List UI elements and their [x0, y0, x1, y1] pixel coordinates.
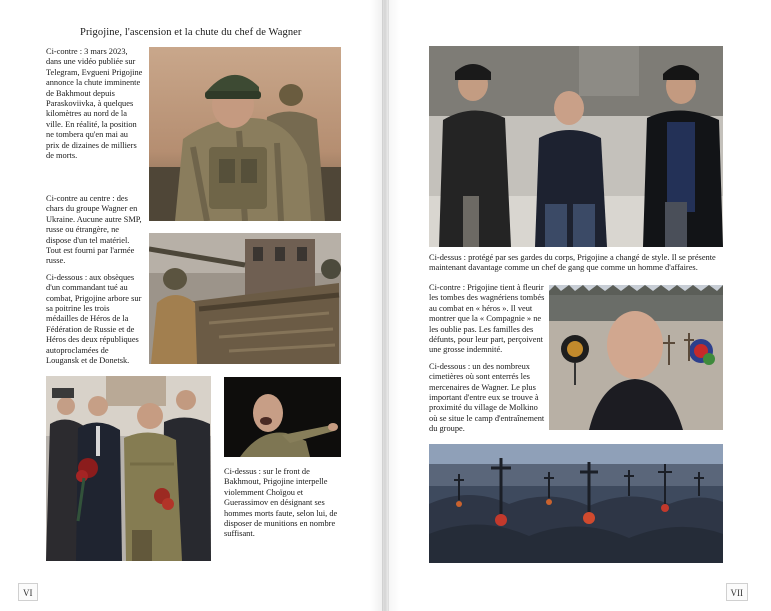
photo-funeral-prigojine [46, 376, 211, 561]
photo-wagner-tanks [149, 233, 341, 364]
left-page [0, 0, 383, 611]
caption-text: Ci-contre : 3 mars 2023, dans une vidéo publiée sur Telegram, Evgueni Prigojine annonce la chute imminente de Bakhmout depuis Paraskoviivka, à quelques kilomètres au nord de la ville. En réalité, la position ne tombera qu'en mai au prix de dizaines de milliers de morts. [46, 47, 143, 161]
caption-funeral-medals: Ci-dessous : aux obsèques d'un commandant tué au combat, Prigojine arbore sur sa poitrine les trois médailles de Héros de la Fédération de Russie et de Héros des deux républiques autoproclamées de Lougansk et de Donetsk. [46, 272, 142, 366]
caption-bakhmout-front [224, 467, 341, 546]
right-page [388, 0, 771, 611]
caption-text: Ci-dessus : protégé par ses gardes du corps, Prigojine a changé de style. Il se présente maintenant davantage comme un chef de gang que comme un homme d'affaires. [429, 253, 716, 273]
caption-wagner-tanks: Ci-contre au centre : des chars du groupe Wagner en Ukraine. Aucune autre SMP, russe ou étrangère, ne dispose d'un tel matériel. Tout est fourni par l'armée russe. [46, 194, 142, 266]
running-head: Prigojine, l'ascension et la chute du chef de Wagner [80, 27, 302, 38]
page-number-left: VI [18, 583, 38, 601]
caption-bodyguards [429, 253, 723, 280]
caption-text: Ci-dessus : sur le front de Bakhmout, Prigojine interpelle violemment Choïgou et Guerassimov en désignant ses hommes morts faute, selon lui, de disposer de munitions en nombre suffisant. [224, 467, 338, 539]
photo-wagner-cemetery [429, 444, 723, 563]
photo-prigojine-bodyguards [429, 46, 723, 247]
photo-prigojine-shouting [224, 377, 341, 457]
photo-prigojine-graves [549, 285, 723, 430]
page-number-right: VII [726, 583, 749, 601]
caption-flowers-graves: Ci-contre : Prigojine tient à fleurir les tombes des wagnériens tombés au combat en « héros ». Il veut montrer que la « Compagnie » ne les oublie pas. Les familles des défunts, pour leur part, perçoivent une grosse indemnité. [429, 283, 545, 355]
caption-cemetery-molkino: Ci-dessous : un des nombreux cimetières où sont enterrés les mercenaires de Wagner. Le plus important d'entre eux se trouve à proximité du village de Molkino où se situe le camp d'entraînement du groupe. [429, 361, 545, 434]
caption-block-tanks-funeral [46, 194, 143, 373]
photo-prigojine-combat-gear [149, 47, 341, 221]
caption-prigojine-bakhmout [46, 47, 143, 167]
caption-block-graves-cemetery [429, 283, 546, 441]
